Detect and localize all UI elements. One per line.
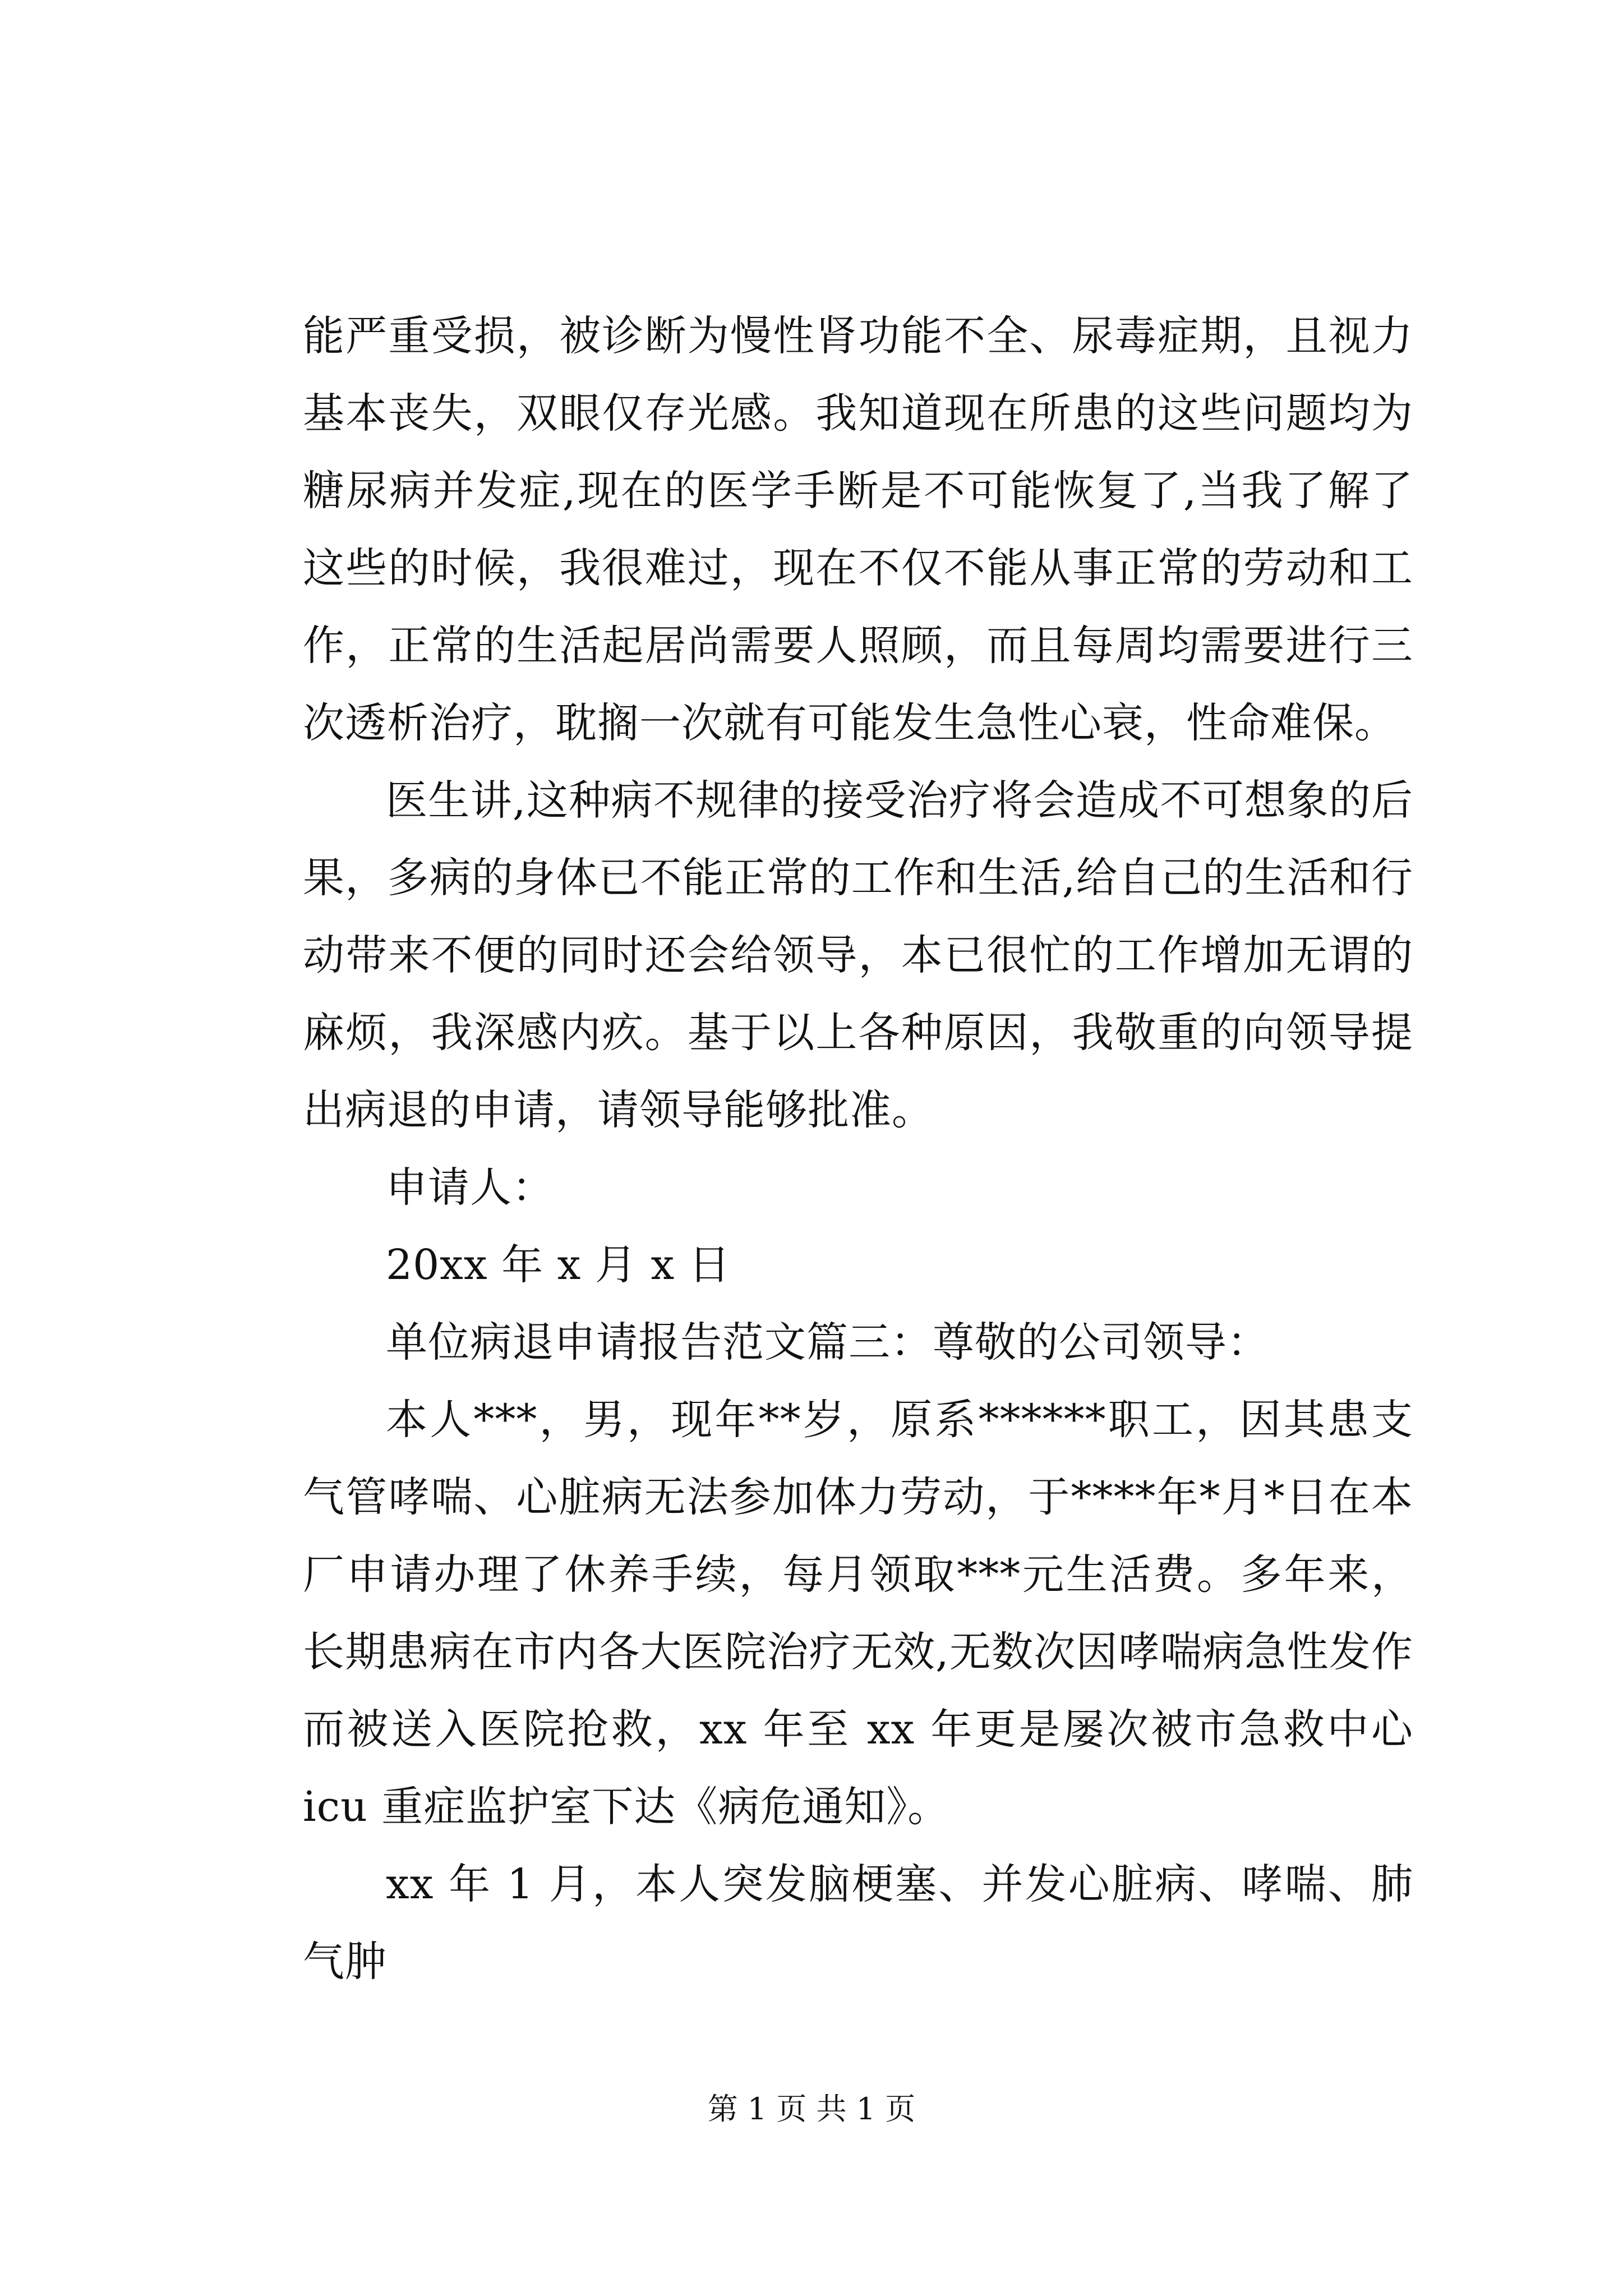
- date-line: 20xx 年 x 月 x 日: [386, 1241, 731, 1289]
- document-body: [303, 297, 1413, 2000]
- paragraph-2: 医生讲,这种病不规律的接受治疗将会造成不可想象的后果，多病的身体已不能正常的工作和生活,给自己的生活和行动带来不便的同时还会给领导，本已很忙的工作增加无谓的麻烦，我深感内疚。基于以上各种原因，我敬重的向领导提出病退的申请，请领导能够批准。: [303, 776, 1413, 1134]
- paragraph-1: 能严重受损，被诊断为慢性肾功能不全、尿毒症期，且视力基本丧失，双眼仅存光感。我知道现在所患的这些问题均为糖尿病并发症,现在的医学手断是不可能恢复了,当我了解了这些的时候，我很难过，现在不仅不能从事正常的劳动和工作，正常的生活起居尚需要人照顾，而且每周均需要进行三次透析治疗，耽搁一次就有可能发生急性心衰，性命难保。: [303, 312, 1413, 747]
- applicant-line: 申请人：: [386, 1163, 554, 1212]
- paragraph-4: xx 年 1 月，本人突发脑梗塞、并发心脏病、哮喘、肺气肿: [303, 1860, 1413, 1986]
- page-footer: 第 1 页 共 1 页: [707, 2091, 916, 2127]
- paragraph-3: 本人***，男，现年**岁，原系******职工，因其患支气管哮喘、心脏病无法参加体力劳动，于****年*月*日在本厂申请办理了休养手续，每月领取***元生活费。多年来，长期患病在市内各大医院治疗无效,无数次因哮喘病急性发作而被送入医院抢救，xx 年至 xx 年更是屡次被市急救中心 icu 重症监护室下达《病危通知》。: [303, 1396, 1413, 1831]
- section-heading-line: 单位病退申请报告范文篇三：尊敬的公司领导：: [386, 1318, 1269, 1366]
